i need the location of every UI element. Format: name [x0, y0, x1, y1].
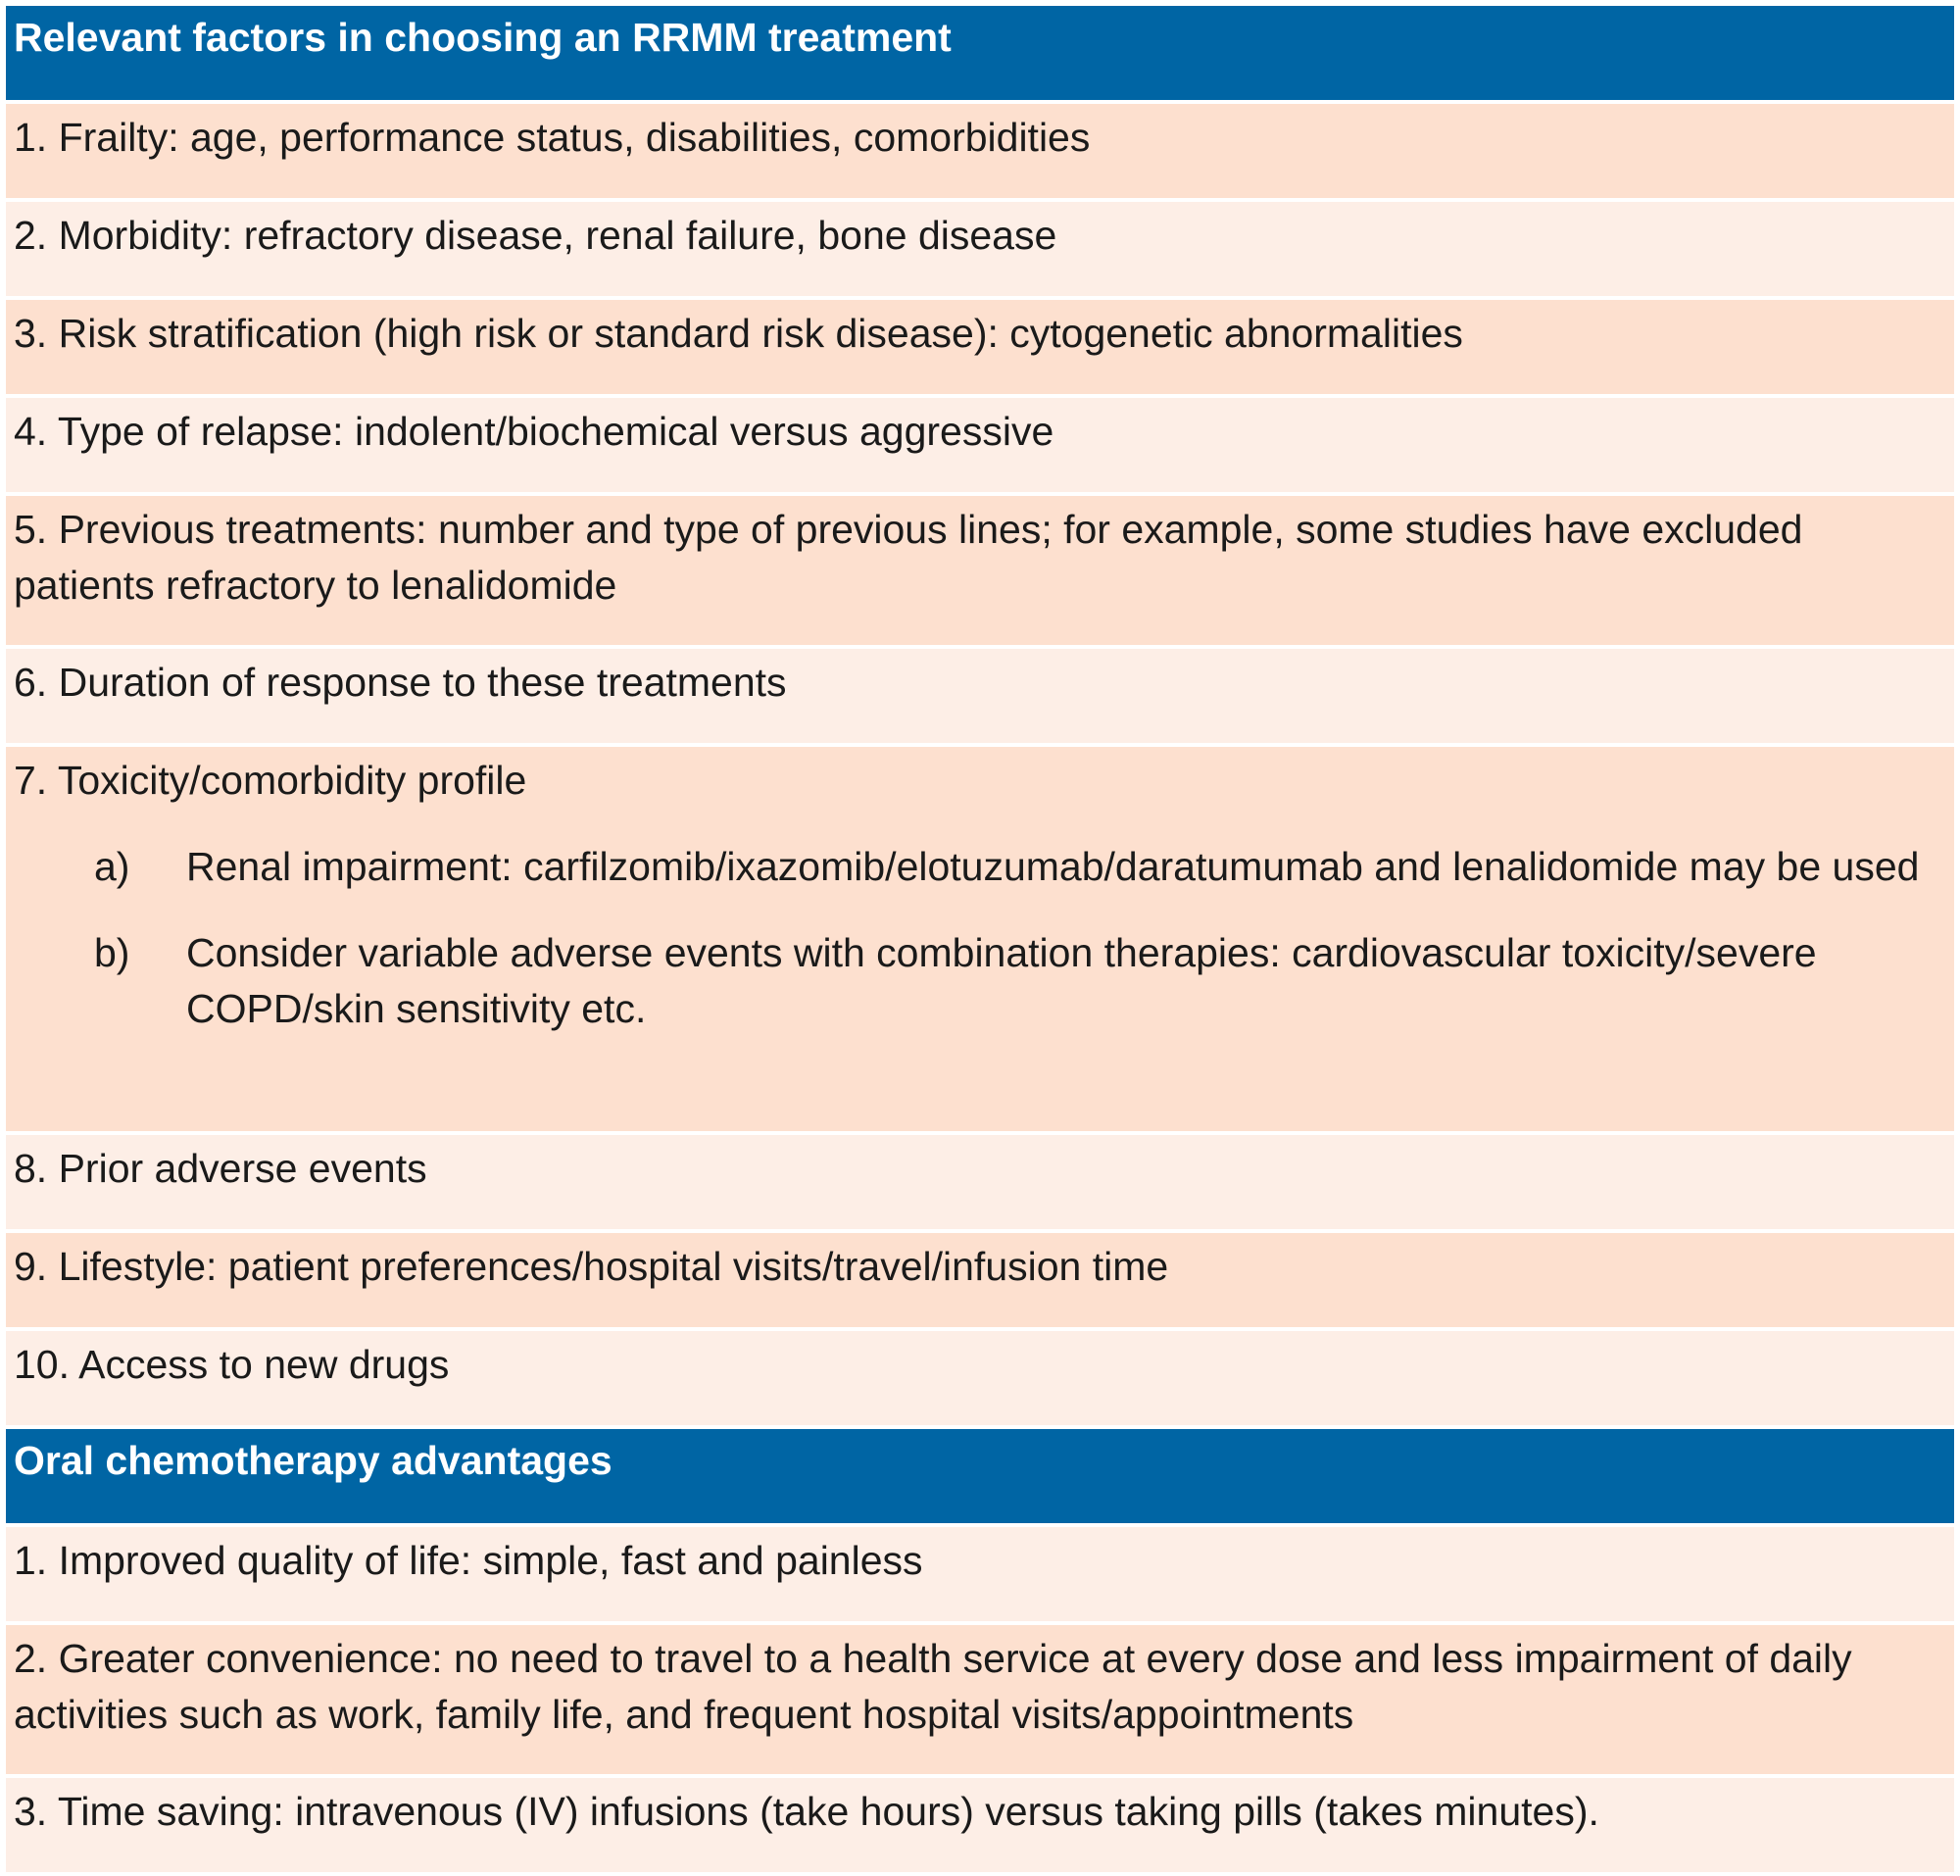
table-row: 9. Lifestyle: patient preferences/hospital visits/travel/infusion time — [6, 1233, 1954, 1327]
sub-item-text: Renal impairment: carfilzomib/ixazomib/elotuzumab/daratumumab and lenalidomide may be used — [186, 844, 1920, 889]
table-row: 4. Type of relapse: indolent/biochemical versus aggressive — [6, 398, 1954, 492]
row-text: 7. Toxicity/comorbidity profile — [14, 758, 527, 803]
sub-item-marker: b) — [94, 930, 130, 975]
table-row: 8. Prior adverse events — [6, 1135, 1954, 1229]
table-row: 1. Frailty: age, performance status, disabilities, comorbidities — [6, 104, 1954, 198]
factors-table — [6, 6, 1954, 1876]
sub-item-marker: a) — [94, 844, 130, 889]
sub-item-text: Consider variable adverse events with combination therapies: cardiovascular toxicity/severe COPD/skin sensitivity etc. — [186, 930, 1817, 1031]
table-row: 2. Greater convenience: no need to travel to a health service at every dose and less impairment of daily activities such as work, family life, and frequent hospital visits/appointments — [6, 1625, 1954, 1774]
sub-item — [14, 925, 1946, 1037]
table-row-toxicity — [6, 747, 1954, 1131]
table-row: 2. Morbidity: refractory disease, renal failure, bone disease — [6, 202, 1954, 296]
sub-item — [14, 839, 1946, 895]
section-header-oral-chemotherapy: Oral chemotherapy advantages — [6, 1429, 1954, 1523]
table-row: 10. Access to new drugs — [6, 1331, 1954, 1425]
section-header-relevant-factors: Relevant factors in choosing an RRMM treatment — [6, 6, 1954, 100]
table-row: 1. Improved quality of life: simple, fast and painless — [6, 1527, 1954, 1621]
table-row: 3. Risk stratification (high risk or standard risk disease): cytogenetic abnormalities — [6, 300, 1954, 394]
table-row: 3. Time saving: intravenous (IV) infusions (take hours) versus taking pills (takes minutes). — [6, 1778, 1954, 1872]
table-row: 5. Previous treatments: number and type of previous lines; for example, some studies have excluded patients refractory to lenalidomide — [6, 496, 1954, 645]
table-row: 6. Duration of response to these treatments — [6, 649, 1954, 743]
